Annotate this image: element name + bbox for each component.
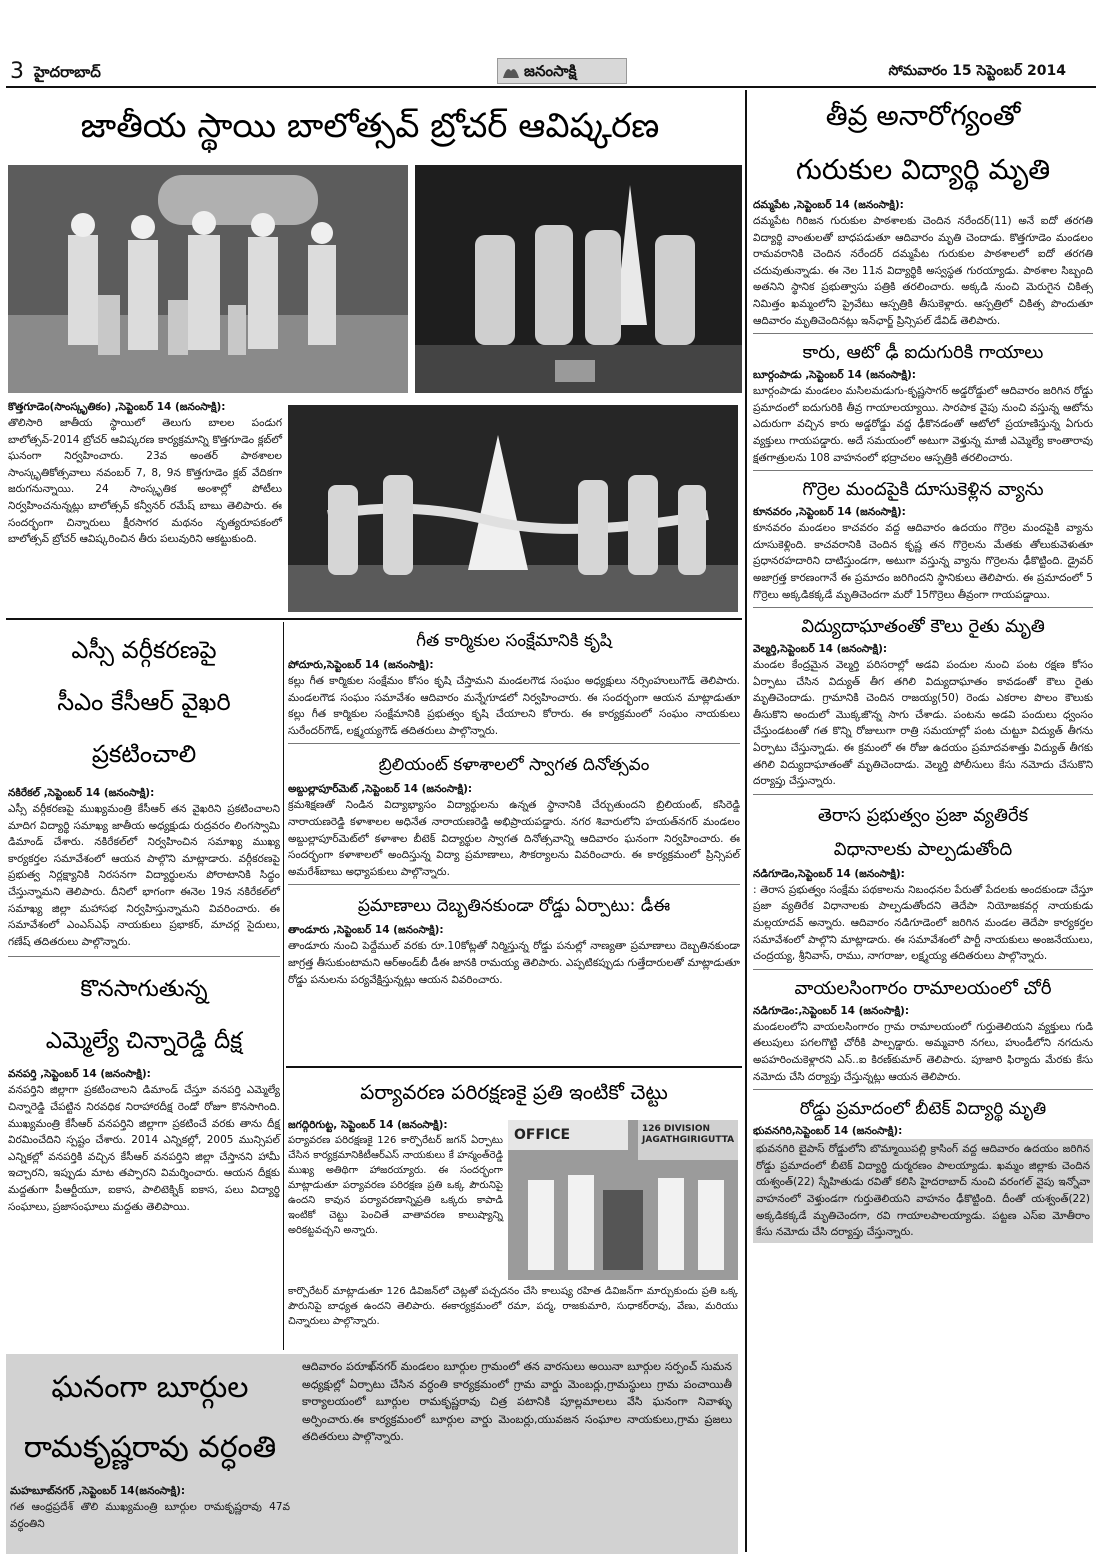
- dateline: తాండూరు ,సెప్టెంబర్ 14 (జనంసాక్షి):: [288, 924, 444, 937]
- dateline: మహబూబ్‌నగర్ ,సెప్టెంబర్ 14(జనంసాక్షి):: [10, 1485, 186, 1497]
- article-body: మండలంలోని వాయలసింగారం గ్రామ రామాలయంలో గుర్తుతెలియని వ్యక్తులు గుడి తలుపులు పగలగొట్టి చోరీకి పాల్పడ్డారు. అమ్మవారి నగలు, హుండీలోని నగదును అపహరించుకెళ్లారని ఎస్..ఐ కిరణ్‌కుమార్ తెలిపారు. పూజారి ఫిర్యాదు మేరకు కేసు నమోదు చేసి దర్యాప్తు చేస్తున్నట్లు ఆయన తెలిపారు.: [753, 1020, 1093, 1083]
- header-rule: [6, 86, 1096, 88]
- headline-sc-1: ఎస్సీ వర్గీకరణపై: [71, 636, 217, 664]
- headline-temple-theft: వాయలసింగారం రామాలయంలో చోరీ: [794, 977, 1052, 999]
- dateline: దమ్మపేట ,సెప్టెంబర్ 14 (జనంసాక్షి):: [753, 199, 904, 211]
- dateline: నకిరేకల్ ,సెప్టెంబర్ 14 (జనంసాక్షి):: [8, 787, 155, 799]
- environment-body-full: కార్పొరేటర్ మాట్లాడుతూ 126 డివిజన్‌లో చెట్లతో పచ్చదనం చేసి కాలుష్య రహిత డివిజన్‌గా మార్చుకుందు ప్రతి ఒక్క పౌరునిపై బాధ్యత ఉందని తెలిపారు. ఈకార్యక్రమంలో రమా, పద్మ, రాజకుమారి, సుధాకర్‌రావు, వేణు, మరియు చిన్నారులు పాల్గొన్నారు.: [288, 1286, 738, 1327]
- headline-trs-govt-2: విధానాలకు పాల్పడుతోంది: [833, 838, 1013, 860]
- dateline: పోదూరు,సెప్టెంబర్ 14 (జనంసాక్షి):: [288, 659, 434, 671]
- divider: [753, 333, 1093, 334]
- section-rule: [286, 1066, 742, 1068]
- dateline: కూనవరం ,సెప్టెంబర్ 14 (జనంసాక్షి):: [753, 506, 906, 519]
- headline-sc-3: ప్రకటించాలి: [91, 740, 197, 768]
- article-body: క్రమశిక్షణతో నిండిన విద్యాభ్యాసం విద్యార్థులను ఉన్నత స్థానానికి చేర్చుతుందని బ్రిలియంట్, కసిరెడ్డి నారాయణరెడ్డి కళాశాలల అధినేత నారాయణరెడ్డి అభిప్రాయపడ్డారు. నగర శివారులోని హయత్‌నగర్ మండలం అబ్దుల్లాపూర్‌మెట్‌లో కళాశాల బీటెక్ విద్యార్థుల స్వాగత దినోత్సవాన్ని ఆదివారం ఘనంగా నిర్వహించారు. ఈ సందర్భంగా కళాశాలలో అందిస్తున్న విద్యా ప్రమాణాలు, సౌకర్యాలను వివరించారు. ఈ కార్యక్రమంలో ప్రిన్సిపల్ అమరేశ్‌బాబు అధ్యాపకులు పాల్గొన్నారు.: [288, 799, 740, 878]
- photo-environment: [508, 1120, 738, 1280]
- article-body: తొలిసారి జాతీయ స్థాయిలో తెలుగు బాలల పండుగ బాలోత్సవ్-2014 బ్రోచర్ ఆవిష్కరణ కార్యక్రమాన్ని కొత్తగూడెం క్లబ్‌లో ఘనంగా నిర్వహించారు. 23వ అంతర్ పాఠశాలల సాంస్కృతికోత్సవాలు నవంబర్ 7, 8, 9న కొత్తగూడెం క్లబ్ వేదికగా జరుగనున్నాయి. 24 సాంస్కృతిక అంశాల్లో పోటీలు నిర్వహించనున్నట్లు బాలోత్సవ్ కన్వీనర్ రమేష్ బాబు తెలిపారు. ఈ సందర్భంగా చిన్నారులు క్షీరసాగర మథనం నృత్యరూపకంలో బాలోత్సవ్ బ్రోచర్ ఆవిష్కరించిన తీరు పలువురిని ఆకట్టుకుంది.: [8, 417, 282, 546]
- divider: [753, 470, 1093, 471]
- dateline: నడిగూడెం:,సెప్టెంబర్ 14 (జనంసాక్షి):: [753, 1004, 910, 1017]
- headline-burgula-1: ఘనంగా బూర్గుల: [51, 1370, 249, 1405]
- divider: [753, 969, 1093, 970]
- headline-brilliant: బ్రిలియంట్ కళాశాలలో స్వాగత దినోత్సవం: [378, 755, 650, 776]
- article-body: పర్యావరణ పరిరక్షణకై 126 కార్పొరేటర్ జగన్ ఏర్పాటు చేసిన కార్యక్రమానికిటీఆర్ఎస్ నాయకులు కే హన్మంత్‌రెడ్డి ముఖ్య అతిథిగా హాజరయ్యారు. ఈ సందర్భంగా మాట్లాడుతూ పర్యావరణ పరిరక్షణ ప్రతి ఒక్క పౌరునిపై ఉందని కావున పర్యావరణాన్నిప్రతి ఒక్కరు కాపాడి ఇంటికో చెట్టు పెంచితే వాతావరణ కాలుష్యాన్ని అరికట్టవచ్చని అన్నారు.: [288, 1135, 503, 1236]
- dateline: భువనగిరి,సెప్టెంబర్ 14 (జనంసాక్షి):: [753, 1125, 903, 1138]
- burgula-right: ఆదివారం పరూఖ్‌నగర్ మండలం బూర్గుల గ్రామంలో తన వారసులు అయినా బూర్గుల సర్పంచ్ సుమన అధ్యక్షుల్లో ఏర్పాటు చేసిన వర్ధంతి కార్యక్రమంలో గ్రామ వార్డు మెంబర్లు,గ్రామస్థులు గ్రామ పంచాయితీ కార్యాలయంలో బూర్గుల రామకృష్ణరావు చిత్ర పటానికి పూల్లమాలలు వేసి ఘనంగా నివాళ్ళు అర్పించారు.ఈ కార్యక్రమంలో బూర్గుల వార్డు మెంబర్లు,యువజన సంఘాల నాయకులు,గ్రామ ప్రజలు తదితరులు పాల్గొన్నారు.: [302, 1360, 732, 1443]
- balotsav-article-text: [8, 400, 282, 548]
- headline-car-auto: కారు, ఆటో ఢీ ఐదుగురికి గాయాలు: [802, 342, 1044, 364]
- photo-stage-dance-2: [288, 405, 738, 612]
- environment-text: [288, 1118, 503, 1238]
- headline-balotsav: జాతీయ స్థాయి బాలోత్సవ్ బ్రోచర్ ఆవిష్కరణ: [80, 106, 660, 146]
- divider: [753, 607, 1093, 608]
- headline-toddy: గీత కార్మికుల సంక్షేమానికి కృషి: [416, 631, 612, 651]
- column-rule-mid: [283, 622, 284, 1350]
- headline-environment: పర్యావరణ పరిరక్షణకై ప్రతి ఇంటికో చెట్టు: [360, 1080, 668, 1104]
- column-rule-right: [745, 90, 747, 1552]
- photo-sign-division: 126 DIVISION JAGATHGIRIGUTTA: [642, 1124, 735, 1145]
- article-body: బూర్గంపాడు మండలం మసిలమడుగు-కృష్ణసాగర్ అడ్డరోడ్డులో ఆదివారం జరిగిన రోడ్డు ప్రమాదంలో ఐదుగురికి తీవ్ర గాయాలయ్యాయి. సారపాక వైపు నుంచి వస్తున్న ఆటోను ఎదురుగా వచ్చిన కారు అడ్డరోడ్డు వద్ద ఢీకొనడంతో ఆటోలో ప్రయాణిస్తున్న ఏగురు వ్యక్తులు గాయపడ్డారు. అదే సమయంలో అటుగా వెళ్తున్న మాజీ ఎమ్మెల్యే కాంతారావు క్షతగాత్రులను 108 వాహనంలో భద్రాచలం ఆస్పత్రికి తరలించారు.: [753, 385, 1093, 464]
- dateline: వెల్మర్తి,సెప్టెంబర్ 14 (జనంసాక్షి):: [753, 643, 888, 656]
- article-body: మండల కేంద్రమైన వెల్మర్తి పరిసరాల్లో అడవి పందుల నుంచి పంట రక్షణ కోసం ఏర్పాటు చేసిన విద్యుత్ తీగ తగిలి విద్యుదాఘాతం కావడంతో కౌలు రైతు మృతిచెందాడు. గ్రామానికి చెందిన రాజయ్య(50) రెండు ఎకరాల పొలం కౌలుకు తీసుకొని అందులో మొక్కజొన్న సాగు చేశాడు. పంటను అడవి పందులు ధ్వంసం చేస్తుండటంతో గత కొన్ని రోజులుగా రాత్రి సమయాల్లో పంట చుట్టూ విద్యుత్ తీగను ఏర్పాటు చేస్తున్నాడు. ఈ క్రమంలో ఈ రోజు ఉదయం ప్రమాదవశాత్తు విద్యుత్ తీగకు తగిలి విద్యుదాఘాతంతో మృతిచెందాడు. వెల్మర్తి పోలీసులు కేసు నమోదు చేసుకొని దర్యాప్తు చేస్తున్నారు.: [753, 659, 1093, 788]
- page-number: 3: [10, 59, 24, 84]
- headline-sc-2: సీఎం కేసీఆర్ వైఖరి: [57, 688, 231, 716]
- headline-farmer: విద్యుదాఘాతంతో కౌలు రైతు మృతి: [801, 616, 1045, 638]
- city-label: హైదరాబాద్: [34, 63, 101, 81]
- headline-strike-2: ఎమ్మెల్యే చిన్నారెడ్డి దీక్ష: [45, 1028, 243, 1055]
- headline-strike-1: కొనసాగుతున్న: [80, 976, 208, 1003]
- dateline: జగద్గిరిగుట్ట, సెప్టెంబర్ 14 (జనంసాక్షి):: [288, 1119, 448, 1131]
- headline-van: గొర్రెల మందపైకి దూసుకెళ్లిన వ్యాను: [802, 479, 1044, 501]
- right-column: [753, 90, 1093, 1243]
- masthead-title: జనంసాక్షి: [524, 62, 577, 80]
- dateline: బూర్గంపాడు ,సెప్టెంబర్ 14 (జనంసాక్షి):: [753, 369, 916, 382]
- center-column: [288, 624, 740, 988]
- divider: [288, 743, 740, 744]
- headline-road-dee: ప్రమాణాలు దెబ్బతినకుండా రోడ్డు ఏర్పాటు: డీఈ: [357, 896, 671, 917]
- article-body: వనపర్తిని జిల్లాగా ప్రకటించాలని డిమాండ్ చేస్తూ వనపర్తి ఎమ్మెల్యే చిన్నారెడ్డి చేపట్టిన నిరవధిక నిరాహారదీక్ష రెండో రోజూ కొనసాగింది. ముఖ్యమంత్రి కేసీఆర్ వనపర్తిని జిల్లాగా ప్రకటించే వరకు తాను దీక్ష విరమించేదిని స్పష్టం చేశారు. 2014 ఎన్నికల్లో, 2005 మున్సిపల్ ఎన్నికల్లో వనపర్తికి వచ్చిన కేసీఆర్ వనపర్తిని జిల్లా చేస్తానని హామీ ఇచ్చారని, ఇప్పుడు మాట తప్పారని విమర్శించారు. ఆయన దీక్షకు మద్దతుగా పీఆర్టీయూ, ఐకాస, పాలిటెక్నిక్ ఐకాస, పలు విద్యార్థి సంఘాలు, ప్రజాసంఘాలు మద్దతు తెలిపాయి.: [8, 1084, 280, 1213]
- dateline: వనపర్తి ,సెప్టెంబర్ 14 (జనంసాక్షి):: [8, 1068, 151, 1081]
- photo-brochure-release: [8, 165, 408, 393]
- article-body: తాండూరు నుంచి పెద్దేముల్ వరకు రూ.10కోట్లతో నిర్మిస్తున్న రోడ్డు పనుల్లో నాణ్యతా ప్రమాణాలు దెబ్బతినకుండా జాగ్రత్త తీసుకుంటామని ఆర్‌అండ్‌బీ డీఈ జానకి రామయ్య తెలిపారు. ఎప్పటికప్పుడు గుత్తేదారులతో మాట్లాడుతూ రోడ్డు పనులను పర్యవేక్షిస్తున్నట్లు ఆయన వివరించారు.: [288, 940, 740, 986]
- burgula-left: [10, 1358, 290, 1532]
- headline-gurukul-1: తీవ్ర అనారోగ్యంతో: [825, 99, 1021, 132]
- page-header: [6, 58, 1096, 86]
- divider: [753, 794, 1093, 795]
- divider: [288, 884, 740, 885]
- photo-sign-office: OFFICE: [514, 1127, 571, 1143]
- masthead-logo: [497, 58, 627, 84]
- dateline: కొత్తగూడెం(సాంస్కృతికం) ,సెప్టెంబర్ 14 (జనంసాక్షి):: [8, 401, 226, 413]
- divider: [8, 956, 280, 957]
- article-body: కల్లు గీత కార్మికుల సంక్షేమం కోసం కృషి చేస్తామని మండలగౌడ సంఘం అధ్యక్షులు నర్సింహులుగౌడ్ తెలిపారు. మండలగౌడ సంఘం సమావేశం ఆదివారం మన్నేగూడలో నిర్వహించారు. ఈ సందర్భంగా ఆయన మాట్లాడుతూ కల్లు గీత కార్మికుల సంక్షేమానికి ప్రభుత్వం కృషి చేయాలని కోరారు. ఈ కార్యక్రమంలో సంఘం నాయకులు సురేందర్‌గౌడ్, లక్ష్మయ్యగౌడ్ తదితరులు పాల్గొన్నారు.: [288, 675, 740, 737]
- headline-btech: రోడ్డు ప్రమాదంలో బీటెక్ విద్యార్థి మృతి: [799, 1099, 1047, 1120]
- photo-stage-dance-1: [415, 165, 742, 393]
- section-rule: [6, 618, 742, 620]
- logo-emblem-icon: [502, 63, 520, 79]
- divider: [753, 1089, 1093, 1090]
- article-body: : తెరాస ప్రభుత్వం సంక్షేమ పథకాలను నిబంధనల పేరుతో పేదలకు అందకుండా చేస్తూ ప్రజా వ్యతిరేక విధానాలకు పాల్పడుతోందని తెదేపా నియోజకవర్గ నాయకుడు మల్లయాదవ్ అన్నారు. ఆదివారం నడిగూడెంలో జరిగిన మండల తెదేపా కార్యకర్తల సమావేశంలో పాల్గొని మాట్లాడారు. ఈ సమావేశంలో పార్టీ నాయకులు అంజనేయులు, చంద్రయ్య, శ్రీనివాస్, రాము, నాగరాజు, లక్ష్మయ్య తదితరులు పాల్గొన్నారు.: [753, 883, 1093, 963]
- headline-trs-govt-1: తెరాస ప్రభుత్వం ప్రజా వ్యతిరేక: [817, 804, 1029, 826]
- article-body: దమ్మపేట గిరిజన గురుకుల పాఠశాలకు చెందిన నరేందర్(11) అనే ఐదో తరగతి విద్యార్థి వాంతులతో బాధపడుతూ ఆదివారం మృతి చెందాడు. కొత్తగూడెం మండలం రామవరానికి చెందిన నరేందర్ దమ్మపేట గురుకుల పాఠశాలలో ఐదో తరగతి చదువుతున్నాడు. ఈ నెల 11న విద్యార్థికి అస్వస్థత గురయ్యాడు. పాఠశాల సిబ్బంది అతనిని స్థానిక ప్రభుత్వాసు పత్రికి తరలించారు. అక్కడి నుంచి మెరుగైన చికిత్స నిమిత్తం ఖమ్మంలోని ప్రైవేటు ఆస్పత్రికి తీసుకెళ్లారు. ఆస్పత్రిలో చికిత్స పొందుతూ ఆదివారం మృతిచెందినట్లు ఇన్‌ఛార్జ్ ప్రిన్సిపల్ డేవిడ్ తెలిపారు.: [753, 215, 1093, 327]
- burgula-box: [6, 1354, 738, 1554]
- article-body-shaded: భువనగిరి బైపాస్ రోడ్డులోని బొమ్మాయిపల్లి క్రాసింగ్ వద్ద ఆదివారం ఉదయం జరిగిన రోడ్డు ప్రమాదంలో బీటెక్ విద్యార్థి దుర్మరణం పాలయ్యాడు. ఖమ్మం జిల్లాకు చెందిన యశ్వంత్(22) స్నేహితుడు రవితో కలిసి హైదరాబాద్ నుంచి వరంగల్ వైపు ఇన్నోవా వాహనంలో వెళ్తుండగా గుర్తుతెలియని వాహనం ఢీకొట్టింది. దీంతో యశ్వంత్(22) అక్కడికక్కడే మృతిచెందగా, రవి గాయాలపాలయ్యాడు. పట్టణ ఎస్‌ఐ మోతీరాం కేసు నమోదు చేసి దర్యాప్తు చేస్తున్నారు.: [753, 1139, 1093, 1243]
- left-column: [8, 624, 280, 1215]
- headline-burgula-2: రామకృష్ణరావు వర్ధంతి: [23, 1430, 277, 1465]
- dateline: అబ్దుల్లాపూర్‌మెట్ ,సెప్టెంబర్ 14 (జనంసాక్షి):: [288, 783, 473, 796]
- dateline: నడిగూడెం,సెప్టెంబర్ 14 (జనంసాక్షి):: [753, 867, 905, 880]
- article-body: ఎస్సీ వర్గీకరణపై ముఖ్యమంత్రి కేసీఆర్ తన వైఖరిని ప్రకటించాలని మాదిగ విద్యార్థి సమాఖ్య జాతీయ అధ్యక్షుడు రుద్రవరం లింగస్వామి డిమాండ్ చేశారు. నకిరేకల్‌లో నిర్వహించిన సమాఖ్య ముఖ్య కార్యకర్తల సమావేశంలో ఆయన పాల్గొని మాట్లాడారు. వర్గీకరణపై ప్రభుత్వ నిర్లక్ష్యానికి నిరసనగా విద్యార్థులను పోరాటానికి సిద్ధం చేస్తున్నామని తెలిపారు. దీనిలో భాగంగా ఈనెల 19న నకిరేకల్‌లో సమాఖ్య జిల్లా మహాసభ నిర్వహిస్తున్నామని వివరించారు. ఈ సమావేశంలో ఎంఎస్ఎఫ్ నాయకులు ప్రభాకర్, మాచర్ల సైదులు, గణేష్ తదితరులు పాల్గొన్నారు.: [8, 803, 280, 948]
- article-body: కూనవరం మండలం కాచవరం వద్ద ఆదివారం ఉదయం గొర్రెల మందపైకి వ్యాను దూసుకెళ్లింది. కాచవరానికి చెందిన కృష్ణ తన గొర్రెలను మేతకు తోలుకువెళుతూ ప్రధానరహదారిని దాటిస్తుండగా, అటుగా వస్తున్న వ్యాను గొర్రెలను ఢీకొట్టింది. డ్రైవర్ అజాగ్రత్త కారణంగానే ఈ ప్రమాదం జరిగిందని స్థానికులు తెలిపారు. ఈ ప్రమాదంలో 5 గొర్రెలు అక్కడికక్కడే మృతిచెందగా మరో 15గొర్రెలు తీవ్రంగా గాయపడ్డాయి.: [753, 522, 1093, 601]
- issue-date: సోమవారం 15 సెప్టెంబర్ 2014: [888, 63, 1066, 79]
- article-body: గత ఆంధ్రప్రదేశ్ తొలి ముఖ్యమంత్రి బూర్గుల రామకృష్ణరావు 47వ వర్ధంతిని: [10, 1501, 290, 1530]
- headline-gurukul-2: గురుకుల విద్యార్థి మృతి: [795, 153, 1051, 186]
